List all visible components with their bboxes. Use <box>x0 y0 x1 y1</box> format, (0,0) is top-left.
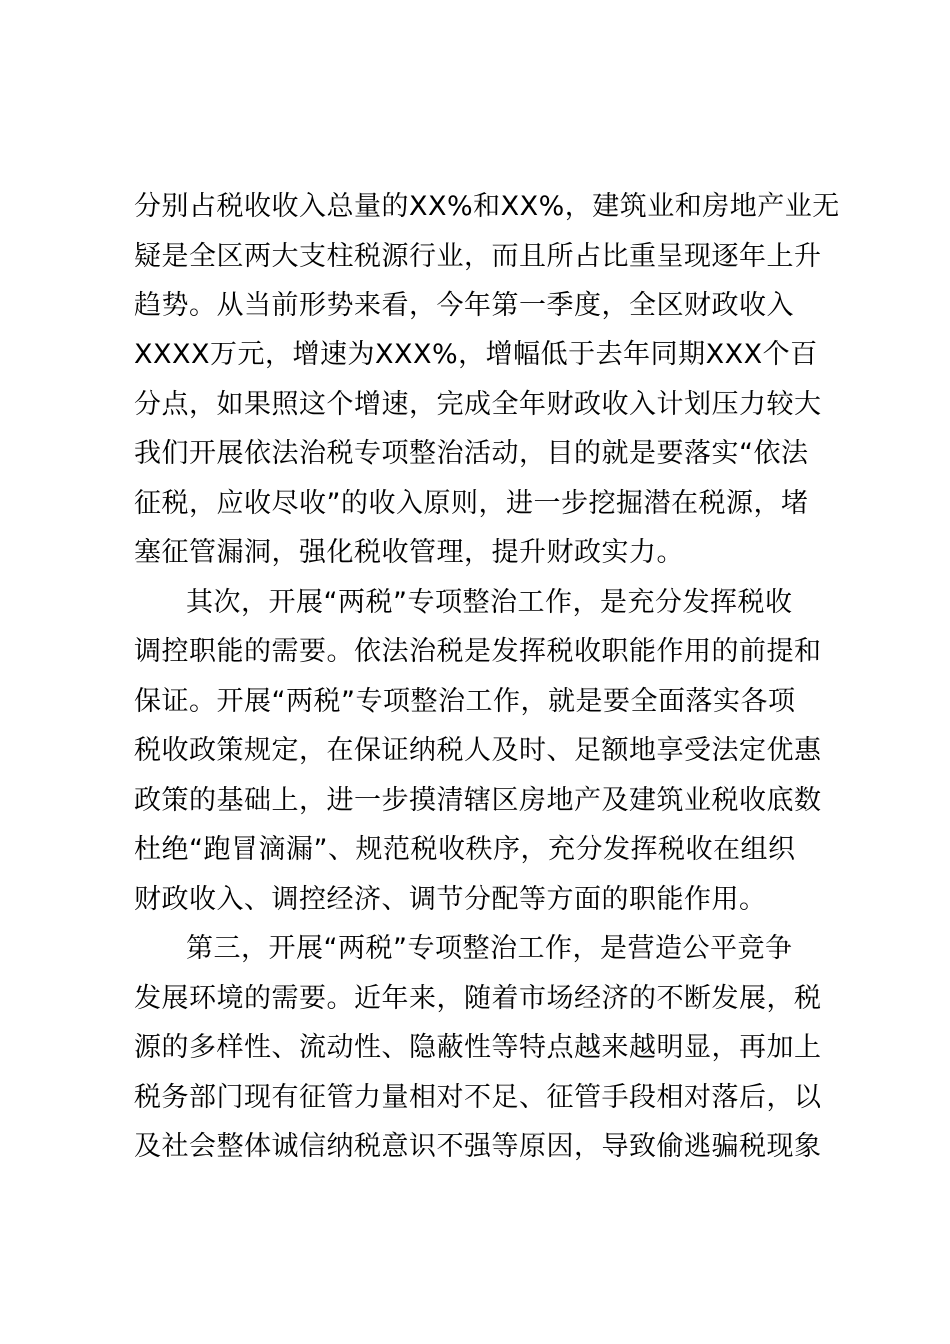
text-line: XXXX万元，增速为XXX%，增幅低于去年同期XXX个百 <box>134 339 818 370</box>
text-line: 税收政策规定，在保证纳税人及时、足额地享受法定优惠 <box>134 735 822 766</box>
text-line: 税务部门现有征管力量相对不足、征管手段相对落后，以 <box>134 1082 822 1113</box>
text-line: 塞征管漏洞，强化税收管理，提升财政实力。 <box>134 537 684 568</box>
text-line: 我们开展依法治税专项整治活动，目的就是要落实“依法 <box>134 438 809 469</box>
text-line: 分别占税收收入总量的XX%和XX%，建筑业和房地产业无 <box>134 191 840 222</box>
text-line: 财政收入、调控经济、调节分配等方面的职能作用。 <box>134 884 767 915</box>
text-line: 源的多样性、流动性、隐蔽性等特点越来越明显，再加上 <box>134 1032 822 1063</box>
text-line: 保证。开展“两税”专项整治工作，就是要全面落实各项 <box>134 686 796 717</box>
text-line: 疑是全区两大支柱税源行业，而且所占比重呈现逐年上升 <box>134 241 822 272</box>
paragraph-start-line: 其次，开展“两税”专项整治工作，是充分发挥税收 <box>186 587 793 618</box>
text-line: 趋势。从当前形势来看，今年第一季度，全区财政收入 <box>134 290 794 321</box>
text-line: 征税，应收尽收”的收入原则，进一步挖掘潜在税源，堵 <box>134 488 809 519</box>
text-line: 杜绝“跑冒滴漏”、规范税收秩序，充分发挥税收在组织 <box>134 834 796 865</box>
text-line: 政策的基础上，进一步摸清辖区房地产及建筑业税收底数 <box>134 785 822 816</box>
text-line: 调控职能的需要。依法治税是发挥税收职能作用的前提和 <box>134 636 822 667</box>
paragraph-start-line: 第三，开展“两税”专项整治工作，是营造公平竞争 <box>186 933 793 964</box>
text-line: 分点，如果照这个增速，完成全年财政收入计划压力较大 <box>134 389 822 420</box>
text-line: 及社会整体诚信纳税意识不强等原因，导致偷逃骗税现象 <box>134 1131 822 1162</box>
text-line: 发展环境的需要。近年来，随着市场经济的不断发展，税 <box>134 983 822 1014</box>
